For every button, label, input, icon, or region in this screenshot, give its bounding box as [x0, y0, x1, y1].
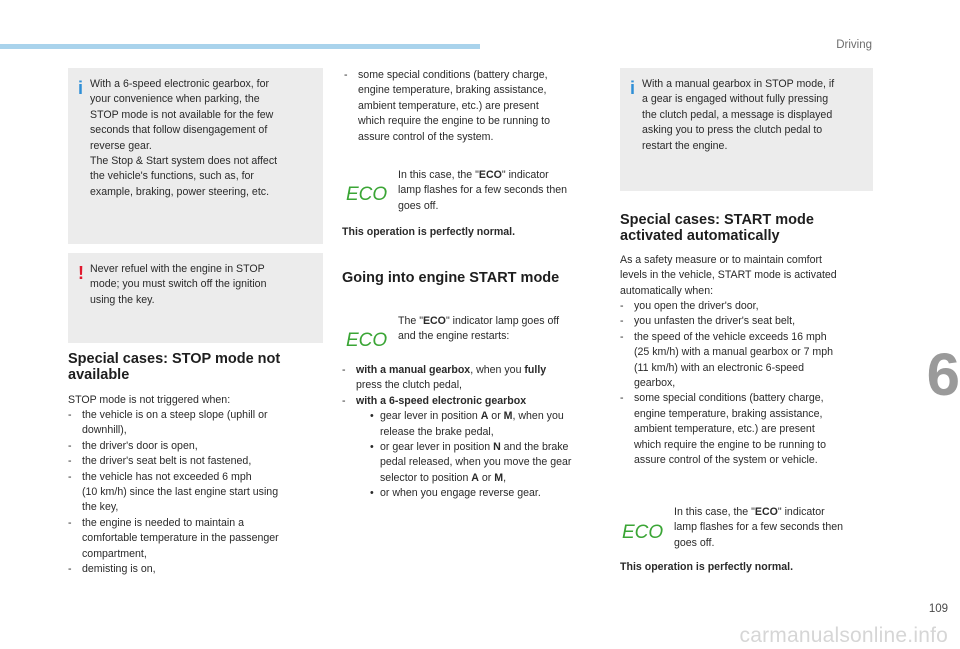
warning-icon: !: [78, 263, 84, 283]
heading-start-auto: Special cases: START mode activated automatically: [620, 212, 814, 244]
list-item: - the vehicle is on a steep slope (uphill or downhill),: [66, 408, 328, 439]
eco-indicator-icon: [622, 520, 670, 542]
info-box-electronic-gearbox: [68, 68, 323, 244]
eco-label: ECO: [346, 330, 388, 350]
info-box-text: With a 6-speed electronic gearbox, for your convenience when parking, the STOP mode is not available for the few seconds that follow disengagement of reverse gear. The Stop & Start system does not affect the vehicle's functions, such as, for example, braking, power steering, etc.: [90, 78, 278, 198]
heading-start-mode: Going into engine START mode: [342, 270, 560, 286]
chapter-title: Driving: [836, 39, 872, 51]
page-number: 109: [928, 603, 948, 615]
info-icon: i: [78, 78, 84, 98]
eco-flash-note: In this case, the "ECO" indicator lamp flashes for a few seconds then goes off.: [674, 506, 844, 549]
start-auto-intro: As a safety measure or to maintain comfort levels in the vehicle, START mode is activated automatically when:: [620, 254, 837, 297]
list-item: - you open the driver's door,: [618, 299, 880, 314]
eco-label: ECO: [622, 522, 664, 542]
eco-label: ECO: [346, 184, 388, 204]
stop-intro: STOP mode is not triggered when:: [68, 394, 231, 406]
warning-box-refuel: [68, 253, 323, 343]
normal-operation-note: This operation is perfectly normal.: [620, 561, 794, 573]
info-box-manual-gearbox: [620, 68, 873, 191]
list-item: - some special conditions (battery charge, engine temperature, braking assistance, ambient temperature, etc.) are present which require the engine to be running to assure control of the system or vehicle.: [618, 391, 880, 468]
stop-conditions-list: [66, 408, 328, 577]
eco-restart-note: The "ECO" indicator lamp goes off and the engine restarts:: [398, 315, 560, 343]
restart-conditions-list: [340, 363, 605, 502]
heading-stop-not-available: Special cases: STOP mode not available: [68, 351, 281, 383]
list-item: - the driver's seat belt is not fastened,: [66, 454, 328, 469]
eco-flash-note: In this case, the "ECO" indicator lamp flashes for a few seconds then goes off.: [398, 169, 568, 212]
eco-indicator-icon: [346, 182, 394, 204]
watermark: carmanualsonline.info: [739, 623, 948, 647]
sub-list-item: • or when you engage reverse gear.: [362, 486, 605, 501]
header-accent-bar: [0, 44, 480, 49]
info-icon: i: [630, 78, 636, 98]
sub-list-item: • or gear lever in position N and the brake pedal released, when you move the gear selector to position A or M,: [362, 440, 605, 486]
col2-continued-list: [342, 68, 602, 145]
list-item: - with a 6-speed electronic gearbox • gear lever in position A or M, when you release the brake pedal, • or gear lever in position N and the brake pedal released, when you move the gear selector to position A or M, • or when you engage reverse gear.: [340, 394, 605, 502]
list-item: - some special conditions (battery charge, engine temperature, braking assistance, ambient temperature, etc.) are present which require the engine to be running to assure control of the system.: [342, 68, 602, 145]
list-item: - the speed of the vehicle exceeds 16 mph (25 km/h) with a manual gearbox or 7 mph (11 km/h) with an electronic 6-speed gearbox,: [618, 330, 880, 392]
warning-box-text: Never refuel with the engine in STOP mode; you must switch off the ignition using the key.: [90, 263, 267, 306]
eco-indicator-icon: [346, 328, 394, 350]
list-item: - demisting is on,: [66, 562, 328, 577]
list-item: - you unfasten the driver's seat belt,: [618, 314, 880, 329]
chapter-number-tab: 6: [916, 336, 960, 414]
normal-operation-note: This operation is perfectly normal.: [342, 226, 516, 238]
start-auto-conditions-list: [618, 299, 880, 468]
info-box-text: With a manual gearbox in STOP mode, if a gear is engaged without fully pressing the clutch pedal, a message is displayed asking you to press the clutch pedal to restart the engine.: [642, 78, 835, 152]
list-item: - the driver's door is open,: [66, 439, 328, 454]
list-item: - the engine is needed to maintain a comfortable temperature in the passenger compartment,: [66, 516, 328, 562]
list-item: - with a manual gearbox, when you fully press the clutch pedal,: [340, 363, 605, 394]
sub-list-item: • gear lever in position A or M, when you release the brake pedal,: [362, 409, 605, 440]
list-item: - the vehicle has not exceeded 6 mph (10 km/h) since the last engine start using the key,: [66, 470, 328, 516]
